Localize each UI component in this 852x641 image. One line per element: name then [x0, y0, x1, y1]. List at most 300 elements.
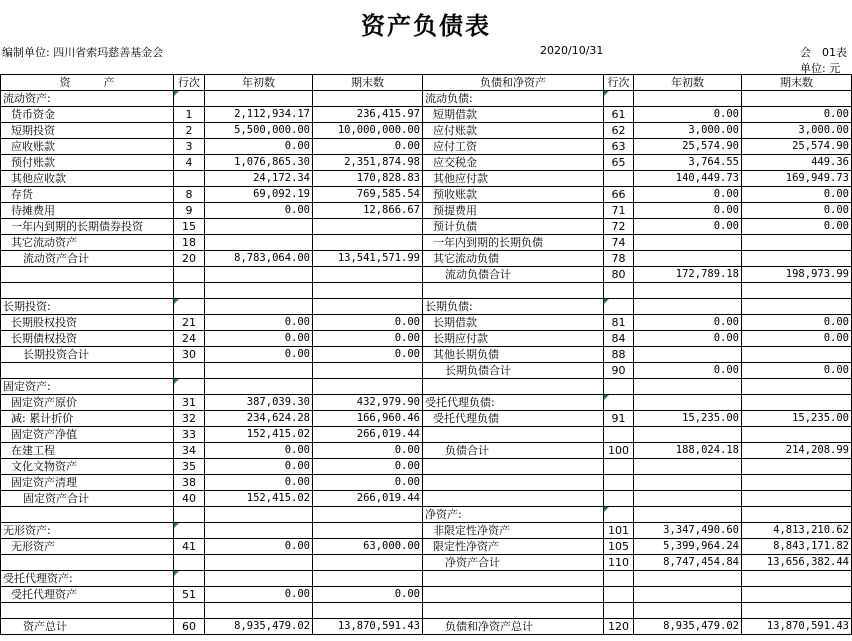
asset-line-no-cell[interactable]: 31 — [174, 395, 205, 411]
liability-end-cell[interactable]: 198,973.99 — [742, 267, 852, 283]
liability-item-cell[interactable]: 应付账款 — [423, 123, 604, 139]
asset-item-cell[interactable]: 长期债权投资 — [1, 331, 174, 347]
asset-line-no-cell[interactable]: 18 — [174, 235, 205, 251]
asset-end-cell[interactable]: 0.00 — [313, 587, 423, 603]
liability-end-cell[interactable]: 13,870,591.43 — [742, 619, 852, 635]
asset-line-no-cell[interactable] — [174, 363, 205, 379]
liability-begin-cell[interactable]: 8,747,454.84 — [634, 555, 742, 571]
liability-begin-cell[interactable]: 3,000.00 — [634, 123, 742, 139]
asset-begin-cell[interactable]: 0.00 — [205, 331, 313, 347]
liability-begin-cell[interactable]: 0.00 — [634, 187, 742, 203]
asset-end-cell[interactable] — [313, 379, 423, 395]
asset-line-no-cell[interactable] — [174, 267, 205, 283]
liability-line-no-cell[interactable]: 66 — [604, 187, 634, 203]
asset-line-no-cell[interactable] — [174, 299, 205, 315]
liability-item-cell[interactable] — [423, 379, 604, 395]
asset-item-cell[interactable]: 固定资产原价 — [1, 395, 174, 411]
table-row — [1, 523, 852, 539]
asset-item-cell[interactable]: 应收账款 — [1, 139, 174, 155]
liability-item-cell[interactable]: 其它流动负债 — [423, 251, 604, 267]
table-row — [1, 363, 852, 379]
liability-begin-cell[interactable]: 3,347,490.60 — [634, 523, 742, 539]
asset-item-cell[interactable]: 无形资产 — [1, 539, 174, 555]
liability-end-cell[interactable] — [742, 283, 852, 299]
liability-begin-cell[interactable]: 0.00 — [634, 203, 742, 219]
liability-line-no-cell[interactable] — [604, 299, 634, 315]
liability-begin-cell[interactable]: 3,764.55 — [634, 155, 742, 171]
asset-begin-cell[interactable]: 152,415.02 — [205, 427, 313, 443]
liability-item-cell[interactable]: 预提费用 — [423, 203, 604, 219]
asset-line-no-cell[interactable] — [174, 571, 205, 587]
asset-end-cell[interactable] — [313, 363, 423, 379]
liability-begin-cell[interactable] — [634, 427, 742, 443]
liability-begin-cell[interactable]: 140,449.73 — [634, 171, 742, 187]
liability-item-cell[interactable]: 净资产: — [423, 507, 604, 523]
asset-item-cell[interactable] — [1, 283, 174, 299]
asset-begin-cell[interactable]: 69,092.19 — [205, 187, 313, 203]
liability-line-no-cell[interactable]: 74 — [604, 235, 634, 251]
asset-begin-cell[interactable]: 0.00 — [205, 587, 313, 603]
liability-begin-cell[interactable] — [634, 507, 742, 523]
asset-begin-cell[interactable]: 2,112,934.17 — [205, 107, 313, 123]
liability-begin-cell[interactable]: 8,935,479.02 — [634, 619, 742, 635]
liability-end-cell[interactable]: 0.00 — [742, 363, 852, 379]
liability-end-cell[interactable] — [742, 427, 852, 443]
asset-begin-cell[interactable]: 387,039.30 — [205, 395, 313, 411]
asset-item-cell[interactable]: 其他应收款 — [1, 171, 174, 187]
asset-line-no-cell[interactable]: 30 — [174, 347, 205, 363]
liability-begin-cell[interactable] — [634, 475, 742, 491]
asset-end-cell[interactable]: 0.00 — [313, 331, 423, 347]
liability-end-cell[interactable] — [742, 235, 852, 251]
asset-begin-cell[interactable] — [205, 235, 313, 251]
asset-line-no-cell[interactable]: 60 — [174, 619, 205, 635]
liability-end-cell[interactable] — [742, 91, 852, 107]
asset-line-no-cell[interactable]: 9 — [174, 203, 205, 219]
liability-begin-cell[interactable] — [634, 235, 742, 251]
liability-end-cell[interactable] — [742, 347, 852, 363]
asset-begin-cell[interactable]: 0.00 — [205, 475, 313, 491]
liability-line-no-cell[interactable]: 84 — [604, 331, 634, 347]
asset-item-cell[interactable] — [1, 603, 174, 619]
liability-end-cell[interactable] — [742, 379, 852, 395]
liability-end-cell[interactable] — [742, 251, 852, 267]
liability-begin-cell[interactable]: 188,024.18 — [634, 443, 742, 459]
liability-item-cell[interactable]: 长期负债合计 — [423, 363, 604, 379]
asset-line-no-cell[interactable]: 35 — [174, 459, 205, 475]
liability-begin-cell[interactable]: 0.00 — [634, 363, 742, 379]
asset-end-cell[interactable] — [313, 219, 423, 235]
liability-line-no-cell[interactable]: 120 — [604, 619, 634, 635]
asset-item-cell[interactable]: 长期投资合计 — [1, 347, 174, 363]
asset-item-cell[interactable]: 资产总计 — [1, 619, 174, 635]
table-row — [1, 443, 852, 459]
liability-end-cell[interactable]: 214,208.99 — [742, 443, 852, 459]
asset-item-cell[interactable]: 其它流动资产 — [1, 235, 174, 251]
asset-end-cell[interactable]: 0.00 — [313, 443, 423, 459]
asset-end-cell[interactable] — [313, 555, 423, 571]
liability-end-cell[interactable]: 25,574.90 — [742, 139, 852, 155]
asset-line-no-cell[interactable]: 21 — [174, 315, 205, 331]
header-assets[interactable]: 资 产 — [1, 75, 174, 91]
asset-begin-cell[interactable] — [205, 571, 313, 587]
liability-item-cell[interactable]: 应交税金 — [423, 155, 604, 171]
liability-item-cell[interactable]: 长期借款 — [423, 315, 604, 331]
asset-end-cell[interactable]: 13,541,571.99 — [313, 251, 423, 267]
asset-begin-cell[interactable] — [205, 507, 313, 523]
asset-item-cell[interactable]: 一年内到期的长期债券投资 — [1, 219, 174, 235]
asset-begin-cell[interactable]: 24,172.34 — [205, 171, 313, 187]
asset-begin-cell[interactable]: 0.00 — [205, 459, 313, 475]
table-row — [1, 603, 852, 619]
asset-end-cell[interactable]: 0.00 — [313, 475, 423, 491]
liability-line-no-cell[interactable] — [604, 587, 634, 603]
liability-line-no-cell[interactable]: 100 — [604, 443, 634, 459]
asset-line-no-cell[interactable]: 41 — [174, 539, 205, 555]
liability-line-no-cell[interactable]: 88 — [604, 347, 634, 363]
table-body — [1, 91, 852, 635]
asset-line-no-cell[interactable]: 1 — [174, 107, 205, 123]
asset-item-cell[interactable]: 货币资金 — [1, 107, 174, 123]
report-title: 资产负债表 — [361, 11, 491, 40]
asset-begin-cell[interactable]: 1,076,865.30 — [205, 155, 313, 171]
liability-item-cell[interactable]: 预收账款 — [423, 187, 604, 203]
asset-end-cell[interactable]: 0.00 — [313, 139, 423, 155]
header-liabilities[interactable]: 负债和净资产 — [423, 75, 604, 91]
asset-end-cell[interactable]: 769,585.54 — [313, 187, 423, 203]
liability-item-cell[interactable]: 限定性净资产 — [423, 539, 604, 555]
liability-line-no-cell[interactable] — [604, 571, 634, 587]
asset-begin-cell[interactable] — [205, 91, 313, 107]
liability-end-cell[interactable]: 0.00 — [742, 203, 852, 219]
table-row — [1, 459, 852, 475]
asset-end-cell[interactable] — [313, 91, 423, 107]
asset-line-no-cell[interactable]: 3 — [174, 139, 205, 155]
liability-end-cell[interactable]: 169,949.73 — [742, 171, 852, 187]
asset-item-cell[interactable]: 减: 累计折价 — [1, 411, 174, 427]
liability-end-cell[interactable] — [742, 603, 852, 619]
asset-begin-cell[interactable] — [205, 523, 313, 539]
asset-line-no-cell[interactable]: 24 — [174, 331, 205, 347]
asset-item-cell[interactable] — [1, 363, 174, 379]
balance-sheet-table — [0, 74, 852, 635]
asset-begin-cell[interactable]: 0.00 — [205, 203, 313, 219]
asset-item-cell[interactable] — [1, 267, 174, 283]
liability-line-no-cell[interactable]: 91 — [604, 411, 634, 427]
liability-item-cell[interactable]: 预计负债 — [423, 219, 604, 235]
table-row — [1, 427, 852, 443]
liability-item-cell[interactable]: 受托代理负债: — [423, 395, 604, 411]
report-date: 2020/10/31 — [540, 44, 604, 57]
asset-begin-cell[interactable]: 0.00 — [205, 139, 313, 155]
liability-item-cell[interactable]: 负债和净资产总计 — [423, 619, 604, 635]
asset-end-cell[interactable]: 166,960.46 — [313, 411, 423, 427]
liability-item-cell[interactable]: 其他应付款 — [423, 171, 604, 187]
reporting-entity: 编制单位: 四川省索玛慈善基金会 — [2, 46, 164, 59]
asset-line-no-cell[interactable]: 15 — [174, 219, 205, 235]
asset-end-cell[interactable]: 266,019.44 — [313, 427, 423, 443]
asset-line-no-cell[interactable] — [174, 555, 205, 571]
asset-item-cell[interactable]: 固定资产净值 — [1, 427, 174, 443]
asset-begin-cell[interactable]: 0.00 — [205, 539, 313, 555]
liability-begin-cell[interactable] — [634, 395, 742, 411]
asset-end-cell[interactable] — [313, 507, 423, 523]
asset-item-cell[interactable]: 在建工程 — [1, 443, 174, 459]
liability-item-cell[interactable]: 长期应付款 — [423, 331, 604, 347]
asset-item-cell[interactable]: 长期股权投资 — [1, 315, 174, 331]
liability-item-cell[interactable]: 短期借款 — [423, 107, 604, 123]
liability-line-no-cell[interactable] — [604, 171, 634, 187]
liability-line-no-cell[interactable]: 71 — [604, 203, 634, 219]
asset-item-cell[interactable]: 流动资产合计 — [1, 251, 174, 267]
liability-item-cell[interactable] — [423, 587, 604, 603]
asset-end-cell[interactable] — [313, 235, 423, 251]
asset-line-no-cell[interactable]: 32 — [174, 411, 205, 427]
asset-end-cell[interactable]: 13,870,591.43 — [313, 619, 423, 635]
asset-end-cell[interactable] — [313, 283, 423, 299]
liability-line-no-cell[interactable] — [604, 427, 634, 443]
liability-line-no-cell[interactable]: 61 — [604, 107, 634, 123]
liability-begin-cell[interactable] — [634, 251, 742, 267]
asset-line-no-cell[interactable] — [174, 91, 205, 107]
asset-begin-cell[interactable]: 0.00 — [205, 315, 313, 331]
asset-end-cell[interactable]: 0.00 — [313, 315, 423, 331]
asset-begin-cell[interactable]: 8,935,479.02 — [205, 619, 313, 635]
liability-end-cell[interactable] — [742, 571, 852, 587]
liability-end-cell[interactable] — [742, 299, 852, 315]
asset-begin-cell[interactable] — [205, 379, 313, 395]
liability-begin-cell[interactable]: 25,574.90 — [634, 139, 742, 155]
liability-end-cell[interactable]: 4,813,210.62 — [742, 523, 852, 539]
asset-begin-cell[interactable] — [205, 283, 313, 299]
liability-end-cell[interactable] — [742, 491, 852, 507]
asset-begin-cell[interactable]: 0.00 — [205, 347, 313, 363]
asset-end-cell[interactable]: 0.00 — [313, 459, 423, 475]
asset-line-no-cell[interactable] — [174, 283, 205, 299]
liability-end-cell[interactable]: 15,235.00 — [742, 411, 852, 427]
asset-item-cell[interactable]: 固定资产合计 — [1, 491, 174, 507]
liability-line-no-cell[interactable] — [604, 491, 634, 507]
header-line-no-left[interactable]: 行次 — [174, 75, 205, 91]
liability-item-cell[interactable] — [423, 491, 604, 507]
asset-end-cell[interactable] — [313, 523, 423, 539]
asset-begin-cell[interactable]: 5,500,000.00 — [205, 123, 313, 139]
asset-line-no-cell[interactable] — [174, 507, 205, 523]
asset-line-no-cell[interactable] — [174, 523, 205, 539]
liability-end-cell[interactable]: 0.00 — [742, 107, 852, 123]
asset-item-cell[interactable] — [1, 507, 174, 523]
liability-begin-cell[interactable]: 0.00 — [634, 107, 742, 123]
asset-begin-cell[interactable] — [205, 603, 313, 619]
asset-end-cell[interactable]: 266,019.44 — [313, 491, 423, 507]
header-end-right[interactable]: 期末数 — [742, 75, 852, 91]
liability-begin-cell[interactable]: 5,399,964.24 — [634, 539, 742, 555]
liability-end-cell[interactable] — [742, 395, 852, 411]
asset-begin-cell[interactable] — [205, 219, 313, 235]
liability-begin-cell[interactable]: 0.00 — [634, 315, 742, 331]
asset-begin-cell[interactable]: 8,783,064.00 — [205, 251, 313, 267]
liability-end-cell[interactable]: 3,000.00 — [742, 123, 852, 139]
asset-item-cell[interactable]: 待摊费用 — [1, 203, 174, 219]
liability-line-no-cell[interactable] — [604, 475, 634, 491]
liability-end-cell[interactable] — [742, 459, 852, 475]
liability-item-cell[interactable]: 流动负债: — [423, 91, 604, 107]
asset-begin-cell[interactable]: 234,624.28 — [205, 411, 313, 427]
table-row — [1, 235, 852, 251]
liability-line-no-cell[interactable]: 81 — [604, 315, 634, 331]
asset-line-no-cell[interactable] — [174, 603, 205, 619]
liability-end-cell[interactable]: 13,656,382.44 — [742, 555, 852, 571]
asset-end-cell[interactable]: 170,828.83 — [313, 171, 423, 187]
asset-end-cell[interactable]: 63,000.00 — [313, 539, 423, 555]
asset-end-cell[interactable]: 12,866.67 — [313, 203, 423, 219]
asset-line-no-cell[interactable]: 51 — [174, 587, 205, 603]
asset-item-cell[interactable] — [1, 555, 174, 571]
asset-begin-cell[interactable]: 0.00 — [205, 443, 313, 459]
header-end-left[interactable]: 期末数 — [313, 75, 423, 91]
table-row — [1, 587, 852, 603]
asset-begin-cell[interactable] — [205, 555, 313, 571]
asset-end-cell[interactable]: 432,979.90 — [313, 395, 423, 411]
asset-item-cell[interactable]: 存货 — [1, 187, 174, 203]
header-begin-right[interactable]: 年初数 — [634, 75, 742, 91]
asset-item-cell[interactable]: 文化文物资产 — [1, 459, 174, 475]
currency-unit: 单位: 元 — [800, 62, 841, 75]
liability-end-cell[interactable] — [742, 475, 852, 491]
liability-item-cell[interactable] — [423, 459, 604, 475]
liability-line-no-cell[interactable] — [604, 379, 634, 395]
liability-line-no-cell[interactable]: 80 — [604, 267, 634, 283]
liability-line-no-cell[interactable] — [604, 283, 634, 299]
asset-item-cell[interactable]: 流动资产: — [1, 91, 174, 107]
asset-line-no-cell[interactable] — [174, 379, 205, 395]
liability-item-cell[interactable]: 其他长期负债 — [423, 347, 604, 363]
liability-line-no-cell[interactable] — [604, 507, 634, 523]
liability-begin-cell[interactable]: 172,789.18 — [634, 267, 742, 283]
liability-line-no-cell[interactable]: 105 — [604, 539, 634, 555]
table-row — [1, 619, 852, 635]
liability-begin-cell[interactable] — [634, 299, 742, 315]
asset-end-cell[interactable]: 236,415.97 — [313, 107, 423, 123]
header-begin-left[interactable]: 年初数 — [205, 75, 313, 91]
liability-item-cell[interactable]: 负债合计 — [423, 443, 604, 459]
asset-item-cell[interactable]: 短期投资 — [1, 123, 174, 139]
liability-item-cell[interactable]: 长期负债: — [423, 299, 604, 315]
header-row — [1, 75, 852, 91]
asset-end-cell[interactable]: 0.00 — [313, 347, 423, 363]
asset-line-no-cell[interactable]: 34 — [174, 443, 205, 459]
liability-line-no-cell[interactable]: 78 — [604, 251, 634, 267]
asset-item-cell[interactable]: 固定资产清理 — [1, 475, 174, 491]
table-row — [1, 491, 852, 507]
asset-line-no-cell[interactable]: 2 — [174, 123, 205, 139]
liability-begin-cell[interactable] — [634, 491, 742, 507]
asset-end-cell[interactable] — [313, 571, 423, 587]
asset-item-cell[interactable]: 无形资产: — [1, 523, 174, 539]
asset-end-cell[interactable]: 2,351,874.98 — [313, 155, 423, 171]
asset-line-no-cell[interactable]: 4 — [174, 155, 205, 171]
asset-line-no-cell[interactable]: 38 — [174, 475, 205, 491]
liability-begin-cell[interactable] — [634, 379, 742, 395]
liability-line-no-cell[interactable]: 110 — [604, 555, 634, 571]
liability-begin-cell[interactable] — [634, 283, 742, 299]
liability-item-cell[interactable]: 一年内到期的长期负债 — [423, 235, 604, 251]
liability-line-no-cell[interactable]: 62 — [604, 123, 634, 139]
liability-line-no-cell[interactable] — [604, 459, 634, 475]
liability-line-no-cell[interactable] — [604, 91, 634, 107]
liability-item-cell[interactable] — [423, 427, 604, 443]
liability-line-no-cell[interactable]: 101 — [604, 523, 634, 539]
header-line-no-right[interactable]: 行次 — [604, 75, 634, 91]
asset-line-no-cell[interactable]: 20 — [174, 251, 205, 267]
liability-item-cell[interactable] — [423, 603, 604, 619]
asset-line-no-cell[interactable]: 8 — [174, 187, 205, 203]
liability-line-no-cell[interactable] — [604, 395, 634, 411]
liability-begin-cell[interactable]: 15,235.00 — [634, 411, 742, 427]
asset-begin-cell[interactable] — [205, 299, 313, 315]
liability-item-cell[interactable] — [423, 283, 604, 299]
asset-item-cell[interactable]: 受托代理资产: — [1, 571, 174, 587]
table-row — [1, 555, 852, 571]
liability-begin-cell[interactable] — [634, 571, 742, 587]
liability-end-cell[interactable]: 0.00 — [742, 219, 852, 235]
asset-begin-cell[interactable]: 152,415.02 — [205, 491, 313, 507]
asset-item-cell[interactable]: 固定资产: — [1, 379, 174, 395]
liability-end-cell[interactable] — [742, 587, 852, 603]
liability-begin-cell[interactable] — [634, 603, 742, 619]
asset-line-no-cell[interactable]: 33 — [174, 427, 205, 443]
liability-item-cell[interactable]: 净资产合计 — [423, 555, 604, 571]
table-row — [1, 139, 852, 155]
liability-end-cell[interactable]: 0.00 — [742, 315, 852, 331]
liability-item-cell[interactable] — [423, 571, 604, 587]
liability-end-cell[interactable]: 8,843,171.82 — [742, 539, 852, 555]
liability-item-cell[interactable]: 流动负债合计 — [423, 267, 604, 283]
liability-line-no-cell[interactable]: 72 — [604, 219, 634, 235]
liability-end-cell[interactable]: 0.00 — [742, 187, 852, 203]
liability-item-cell[interactable]: 应付工资 — [423, 139, 604, 155]
liability-begin-cell[interactable] — [634, 347, 742, 363]
asset-begin-cell[interactable] — [205, 267, 313, 283]
asset-item-cell[interactable]: 长期投资: — [1, 299, 174, 315]
liability-begin-cell[interactable] — [634, 587, 742, 603]
liability-item-cell[interactable] — [423, 475, 604, 491]
liability-begin-cell[interactable] — [634, 91, 742, 107]
liability-item-cell[interactable]: 受托代理负债 — [423, 411, 604, 427]
liability-line-no-cell[interactable]: 90 — [604, 363, 634, 379]
asset-item-cell[interactable]: 预付账款 — [1, 155, 174, 171]
asset-line-no-cell[interactable] — [174, 171, 205, 187]
liability-end-cell[interactable]: 449.36 — [742, 155, 852, 171]
asset-end-cell[interactable] — [313, 299, 423, 315]
liability-item-cell[interactable]: 非限定性净资产 — [423, 523, 604, 539]
asset-line-no-cell[interactable]: 40 — [174, 491, 205, 507]
asset-end-cell[interactable] — [313, 603, 423, 619]
liability-end-cell[interactable]: 0.00 — [742, 331, 852, 347]
liability-begin-cell[interactable]: 0.00 — [634, 331, 742, 347]
liability-begin-cell[interactable] — [634, 459, 742, 475]
liability-line-no-cell[interactable] — [604, 603, 634, 619]
asset-begin-cell[interactable] — [205, 363, 313, 379]
liability-begin-cell[interactable]: 0.00 — [634, 219, 742, 235]
asset-end-cell[interactable]: 10,000,000.00 — [313, 123, 423, 139]
liability-line-no-cell[interactable]: 63 — [604, 139, 634, 155]
asset-end-cell[interactable] — [313, 267, 423, 283]
form-prefix: 会 — [800, 46, 811, 59]
asset-item-cell[interactable]: 受托代理资产 — [1, 587, 174, 603]
liability-end-cell[interactable] — [742, 507, 852, 523]
liability-line-no-cell[interactable]: 65 — [604, 155, 634, 171]
